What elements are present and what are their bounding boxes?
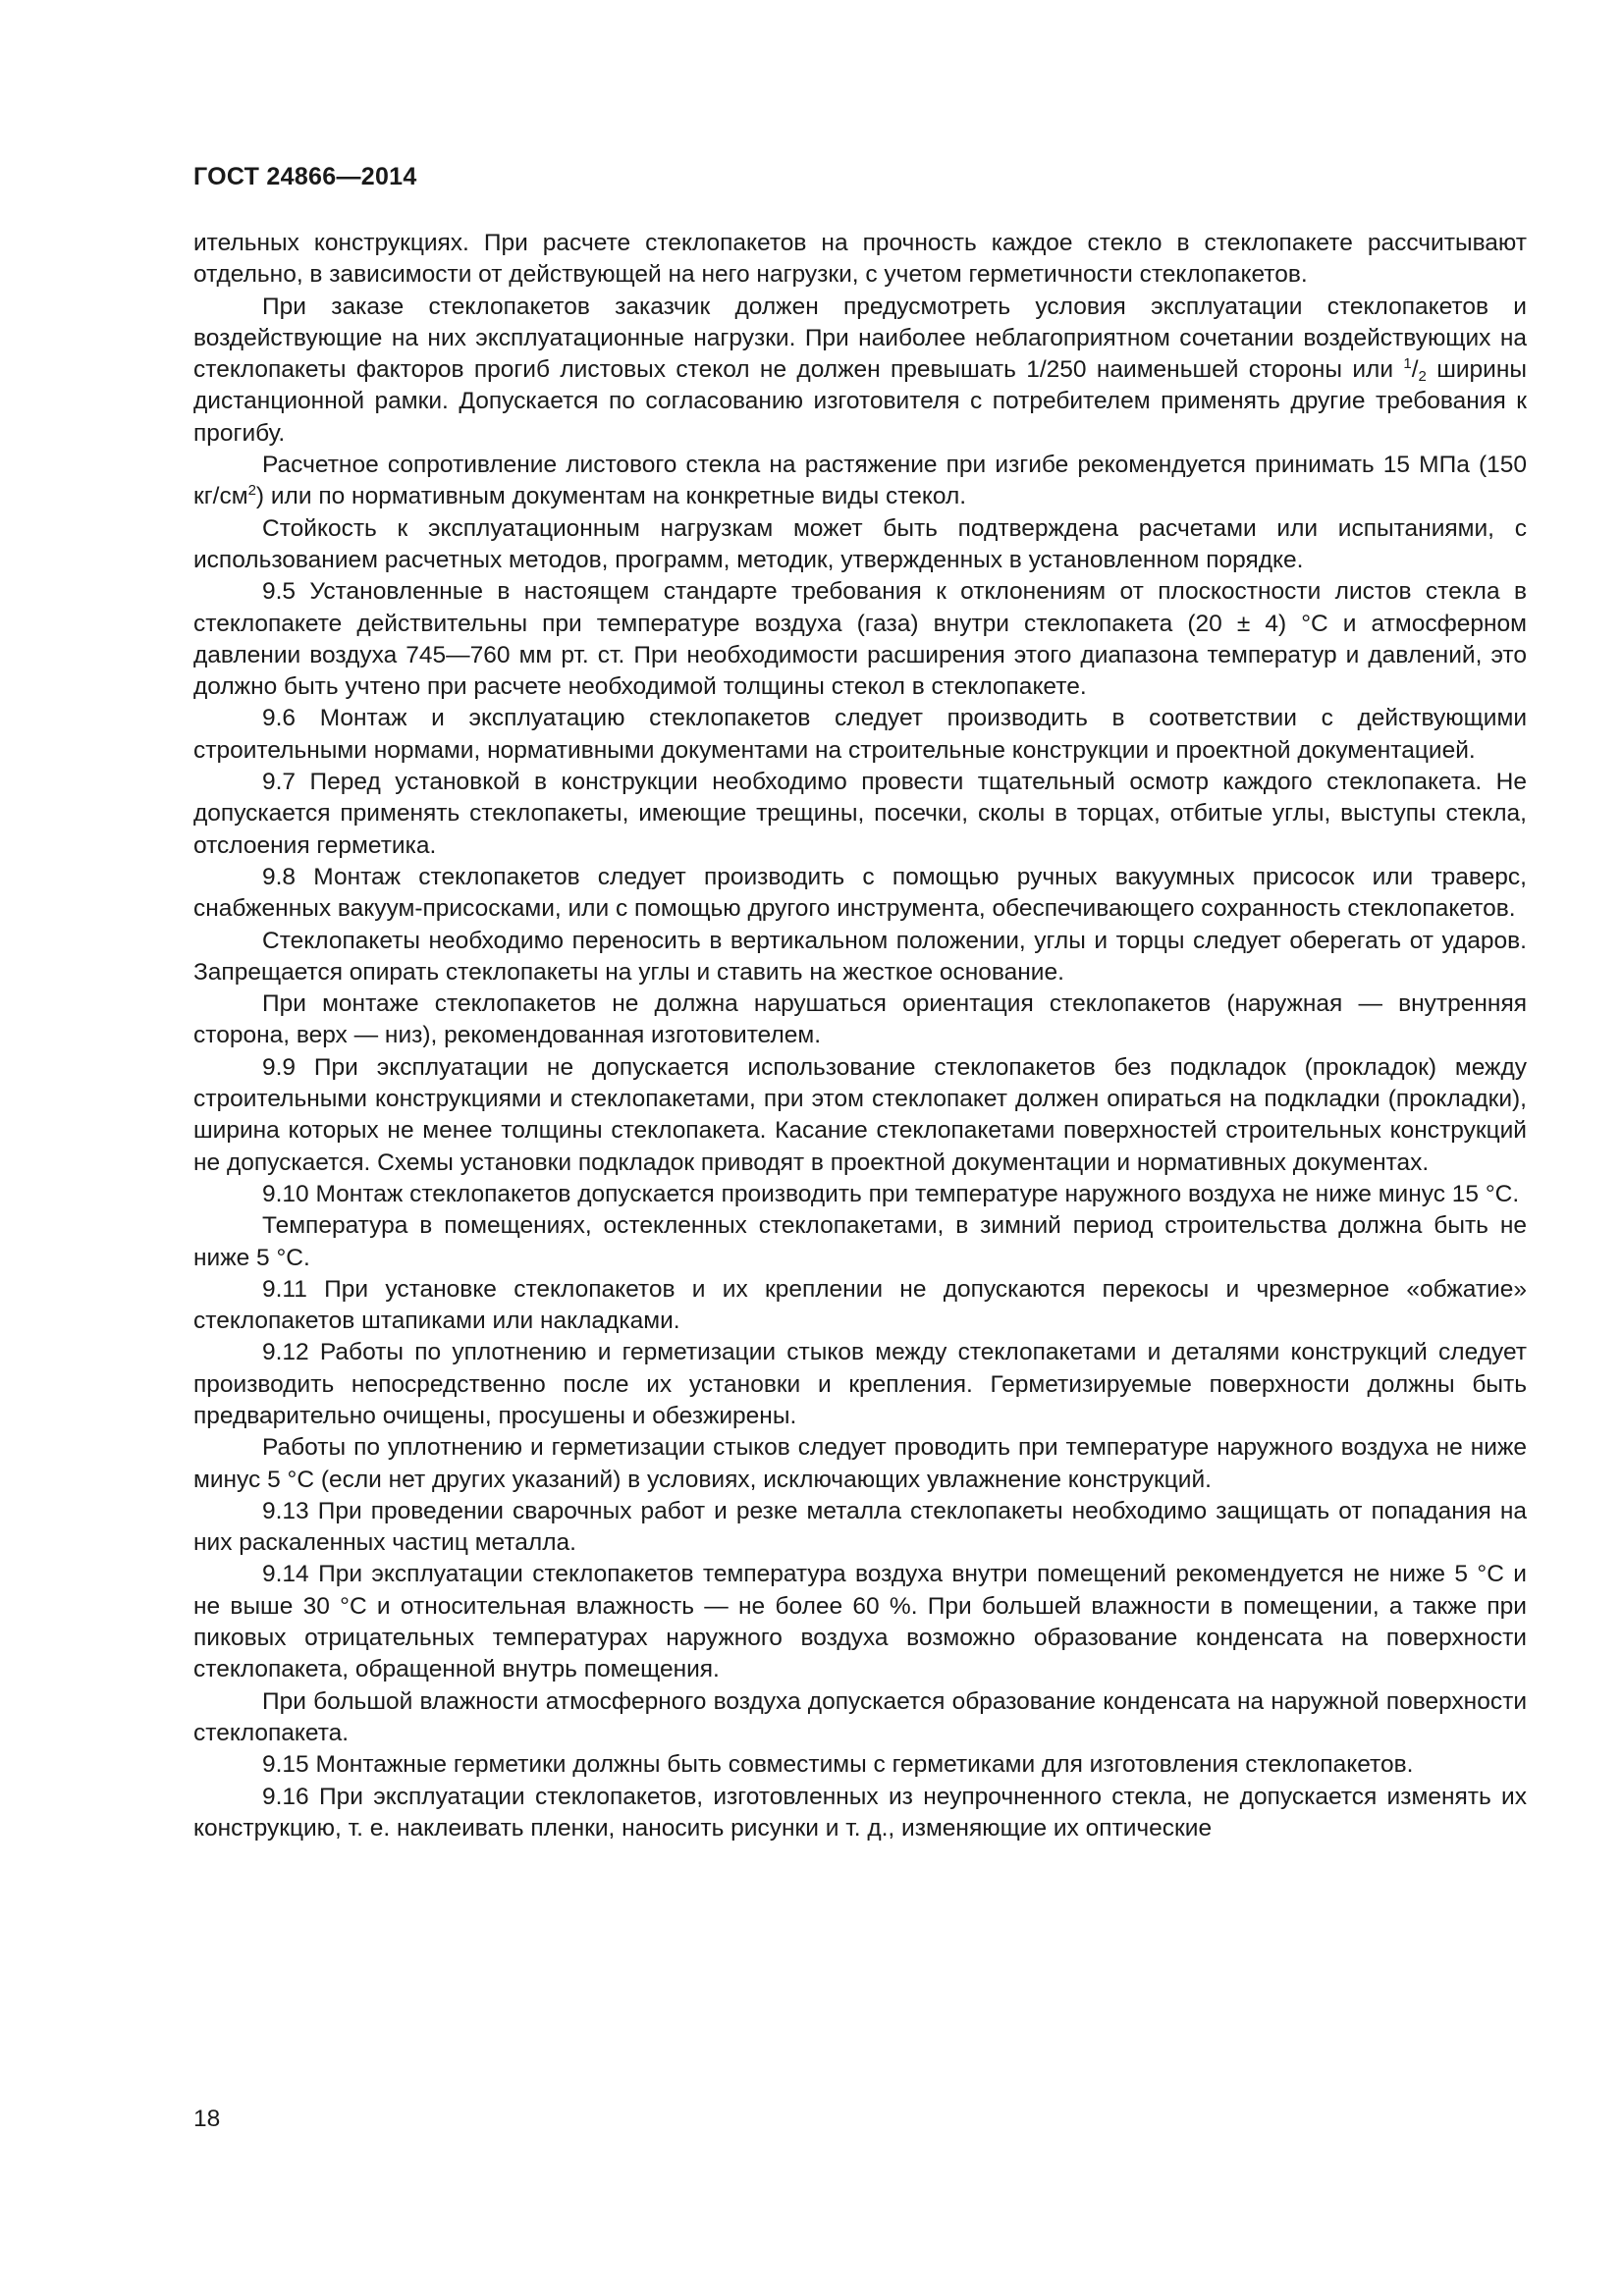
clause-9-6: 9.6 Монтаж и эксплуатацию стеклопакетов следует производить в соответствии с действующими строительными нормами, нормативными документами на строительные конструкции и проектной документацией.	[193, 705, 1527, 764]
paragraph-order-conditions	[193, 292, 1527, 450]
clause-9-8: 9.8 Монтаж стеклопакетов следует производить с помощью ручных вакуумных присосок или траверс, снабженных вакуум-присосками, или с помощью другого инструмента, обеспечивающего сохранность стеклопакетов.	[193, 863, 1527, 923]
clause-9-9: 9.9 При эксплуатации не допускается использование стеклопакетов без подкладок (прокладок) между строительными конструкциями и стеклопакетами, при этом стеклопакет должен опираться на подкладки (прокладки), ширина которых не менее толщины стеклопакета. Касание стеклопакетами поверхностей строительных конструкций не допускается. Схемы установки подкладок приводят в проектной документации и нормативных документах.	[193, 1053, 1527, 1176]
paragraph-sealing-temperature: Работы по уплотнению и герметизации стыков следует проводить при температуре наружного воздуха не ниже минус 5 °С (если нет других указаний) в условиях, исключающих увлажнение конструкций.	[193, 1434, 1527, 1493]
clause-9-13: 9.13 При проведении сварочных работ и резке металла стеклопакеты необходимо защищать от попадания на них раскаленных частиц металла.	[193, 1497, 1527, 1557]
clause-9-15: 9.15 Монтажные герметики должны быть совместимы с герметиками для изготовления стеклопакетов.	[262, 1751, 1414, 1779]
paragraph-transport: Стеклопакеты необходимо переносить в вертикальном положении, углы и торцы следует оберегать от ударов. Запрещается опирать стеклопакеты на углы и ставить на жесткое основание.	[193, 927, 1527, 986]
paragraph-orientation: При монтаже стеклопакетов не должна нарушаться ориентация стеклопакетов (наружная — внутренняя сторона, верх — низ), рекомендованная изготовителем.	[193, 990, 1527, 1049]
paragraph-text: ширины дистанционной рамки. Допускается по согласованию изготовителя с потребителем применять другие требования к прогибу.	[193, 356, 1527, 447]
clause-9-11: 9.11 При установке стеклопакетов и их креплении не допускаются перекосы и чрезмерное «обжатие» стеклопакетов штапиками или накладками.	[193, 1275, 1527, 1335]
page-number: 18	[193, 2106, 221, 2132]
document-body	[193, 228, 1527, 1844]
paragraph-resistance	[193, 450, 1527, 513]
document-header: ГОСТ 24866—2014	[193, 163, 417, 190]
paragraph-text: ) или по нормативным документам на конкретные виды стекол.	[255, 483, 967, 510]
clause-9-14: 9.14 При эксплуатации стеклопакетов температура воздуха внутри помещений рекомендуется не ниже 5 °С и не выше 30 °С и относительная влажность — не более 60 %. При большей влажности в помещении, а также при пиковых отрицательных температурах наружного воздуха возможно образование конденсата на поверхности стеклопакета, обращенной внутрь помещения.	[193, 1561, 1527, 1683]
superscript-square: 2	[247, 482, 256, 500]
paragraph-text: При заказе стеклопакетов заказчик должен предусмотреть условия эксплуатации стеклопакетов и воздействующие на них эксплуатационные нагрузки. При наиболее неблагоприятном сочетании воздействующих на стеклопакеты факторов прогиб листовых стекол не должен превышать 1/250 наименьшей стороны или	[193, 293, 1527, 384]
clause-9-7: 9.7 Перед установкой в конструкции необходимо провести тщательный осмотр каждого стеклопакета. Не допускается применять стеклопакеты, имеющие трещины, посечки, сколы в торцах, отбитые углы, выступы стекла, отслоения герметика.	[193, 769, 1527, 859]
paragraph-room-temperature: Температура в помещениях, остекленных стеклопакетами, в зимний период строительства должна быть не ниже 5 °С.	[193, 1212, 1527, 1271]
paragraph-text: Расчетное сопротивление листового стекла на растяжение при изгибе рекомендуется принимать 15 МПа (150 кг/см	[193, 452, 1527, 510]
clause-9-16: 9.16 При эксплуатации стеклопакетов, изготовленных из неупрочненного стекла, не допускается изменять их конструкцию, т. е. наклеивать пленки, наносить рисунки и т. д., изменяющие их оптические	[193, 1783, 1527, 1842]
paragraph-continuation: ительных конструкциях. При расчете стеклопакетов на прочность каждое стекло в стеклопакете рассчитывают отдельно, в зависимости от действующей на него нагрузки, с учетом герметичности стеклопакетов.	[193, 230, 1527, 289]
clause-9-12: 9.12 Работы по уплотнению и герметизации стыков между стеклопакетами и деталями конструкций следует производить непосредственно после их установки и крепления. Герметизируемые поверхности должны быть предварительно очищены, просушены и обезжирены.	[193, 1339, 1527, 1429]
paragraph-load-resistance: Стойкость к эксплуатационным нагрузкам может быть подтверждена расчетами или испытаниями, с использованием расчетных методов, программ, методик, утвержденных в установленном порядке.	[193, 514, 1527, 573]
clause-9-5: 9.5 Установленные в настоящем стандарте требования к отклонениям от плоскостности листов стекла в стеклопакете действительны при температуре воздуха (газа) внутри стеклопакета (20 ± 4) °С и атмосферном давлении воздуха 745—760 мм рт. ст. При необходимости расширения этого диапазона температур и давлений, это должно быть учтено при расчете необходимой толщины стекол в стеклопакете.	[193, 578, 1527, 701]
fraction-half: $^1/_2$	[1403, 355, 1427, 386]
clause-9-10: 9.10 Монтаж стеклопакетов допускается производить при температуре наружного воздуха не ниже минус 15 °С.	[262, 1180, 1520, 1207]
paragraph-condensate: При большой влажности атмосферного воздуха допускается образование конденсата на наружной поверхности стеклопакета.	[193, 1687, 1527, 1746]
